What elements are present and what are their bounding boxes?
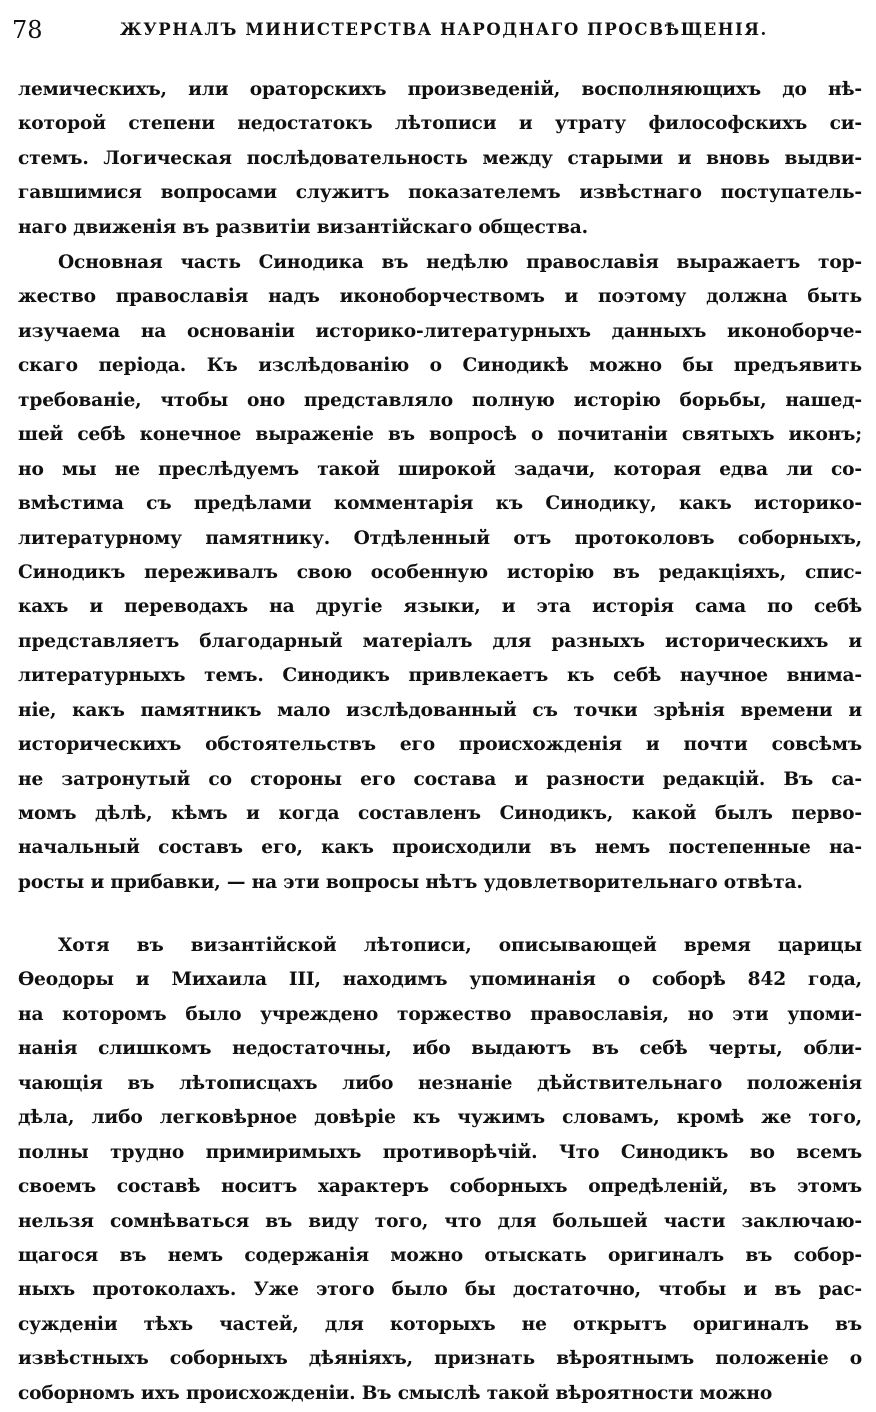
text-line: Ѳеодоры и Михаила III, находимъ упоминанія о соборѣ 842 года, <box>18 969 862 991</box>
text-line: литературному памятнику. Отдѣленный отъ протоколовъ соборныхъ, <box>18 527 862 549</box>
text-line: дѣла, либо легковѣрное довѣріе къ чужимъ словамъ, кромѣ же того, <box>18 1107 862 1129</box>
text-line: требованіе, чтобы оно представляло полную исторію борьбы, нашед- <box>18 389 862 411</box>
text-line: нанія слишкомъ недостаточны, ибо выдаютъ въ себѣ черты, обли- <box>18 1038 862 1060</box>
paragraph-3 <box>18 929 862 1411</box>
text-line: извѣстныхъ соборныхъ дѣяніяхъ, признать вѣроятнымъ положеніе о <box>18 1348 862 1370</box>
text-line: ныхъ протоколахъ. Уже этого было бы достаточно, чтобы и въ рас- <box>18 1279 862 1301</box>
text-line: изучаема на основаніи историко-литературныхъ данныхъ иконоборче- <box>18 320 862 342</box>
text-line: лемическихъ, или ораторскихъ произведеній, восполняющихъ до нѣ- <box>18 79 862 100</box>
text-line: соборномъ ихъ происхожденіи. Въ смыслѣ такой вѣроятности можно <box>18 1382 773 1404</box>
text-line: ніе, какъ памятникъ мало изслѣдованный съ точки зрѣнія времени и <box>18 699 862 721</box>
text-line: литературныхъ темъ. Синодикъ привлекаетъ къ себѣ научное внима- <box>18 665 862 687</box>
text-line: которой степени недостатокъ лѣтописи и утрату философскихъ си- <box>18 113 862 135</box>
text-line: росты и прибавки, — на эти вопросы нѣтъ удовлетворительнаго отвѣта. <box>18 871 803 893</box>
paragraph-2 <box>18 246 862 900</box>
text-line: своемъ составѣ носитъ характеръ соборныхъ опредѣленій, въ этомъ <box>18 1176 862 1198</box>
text-line: стемъ. Логическая послѣдовательность между старыми и вновь выдви- <box>18 147 862 169</box>
text-line: наго движенія въ развитіи византійскаго общества. <box>18 216 589 238</box>
text-line: нельзя сомнѣваться въ виду того, что для большей части заключаю- <box>18 1210 862 1232</box>
text-line: историческихъ обстоятельствъ его происхожденія и почти совсѣмъ <box>18 734 862 756</box>
text-line: Основная часть Синодика въ недѣлю православія выражаетъ тор- <box>58 252 862 273</box>
text-line: гавшимися вопросами служитъ показателемъ извѣстнаго поступатель- <box>18 182 862 204</box>
text-line: представляетъ благодарный матеріалъ для разныхъ историческихъ и <box>18 630 862 652</box>
paragraph-1 <box>18 73 862 245</box>
text-line: не затронутый со стороны его состава и разности редакцій. Въ са- <box>18 768 862 790</box>
text-line: начальный составъ его, какъ происходили въ немъ постепенные на- <box>18 837 862 859</box>
text-line: Синодикъ переживалъ свою особенную исторію въ редакціяхъ, спис- <box>18 561 862 583</box>
text-line: скаго періода. Къ изслѣдованію о Синодикѣ можно бы предъявить <box>18 355 862 377</box>
text-line: момъ дѣлѣ, кѣмъ и когда составленъ Синодикъ, какой былъ перво- <box>18 803 862 824</box>
text-line: вмѣстима съ предѣлами комментарія къ Синодику, какъ историко- <box>18 493 862 515</box>
text-line: полны трудно примиримыхъ противорѣчій. Что Синодикъ во всемъ <box>18 1141 862 1163</box>
text-line: чающія въ лѣтописцахъ либо незнаніе дѣйствительнаго положенія <box>18 1072 862 1094</box>
page-number: 78 <box>12 16 43 44</box>
text-line: щагося въ немъ содержанія можно отыскать оригиналъ въ собор- <box>18 1244 862 1266</box>
text-line: сужденіи тѣхъ частей, для которыхъ не открытъ оригиналъ въ <box>18 1313 862 1335</box>
text-line: кахъ и переводахъ на другіе языки, и эта исторія сама по себѣ <box>18 596 862 618</box>
running-title: ЖУРНАЛЪ МИНИСТЕРСТВА НАРОДНАГО ПРОСВѢЩЕНІЯ. <box>120 20 768 39</box>
text-line: жество православія надъ иконоборчествомъ и поэтому должна быть <box>18 286 862 308</box>
text-line: Хотя въ византійской лѣтописи, описывающей время царицы <box>58 935 862 956</box>
text-line: но мы не преслѣдуемъ такой широкой задачи, которая едва ли со- <box>18 458 862 480</box>
page-header <box>0 14 876 46</box>
text-line: на которомъ было учреждено торжество православія, но эти упоми- <box>18 1003 862 1025</box>
text-line: шей себѣ конечное выраженіе въ вопросѣ о почитаніи святыхъ иконъ; <box>18 424 862 446</box>
